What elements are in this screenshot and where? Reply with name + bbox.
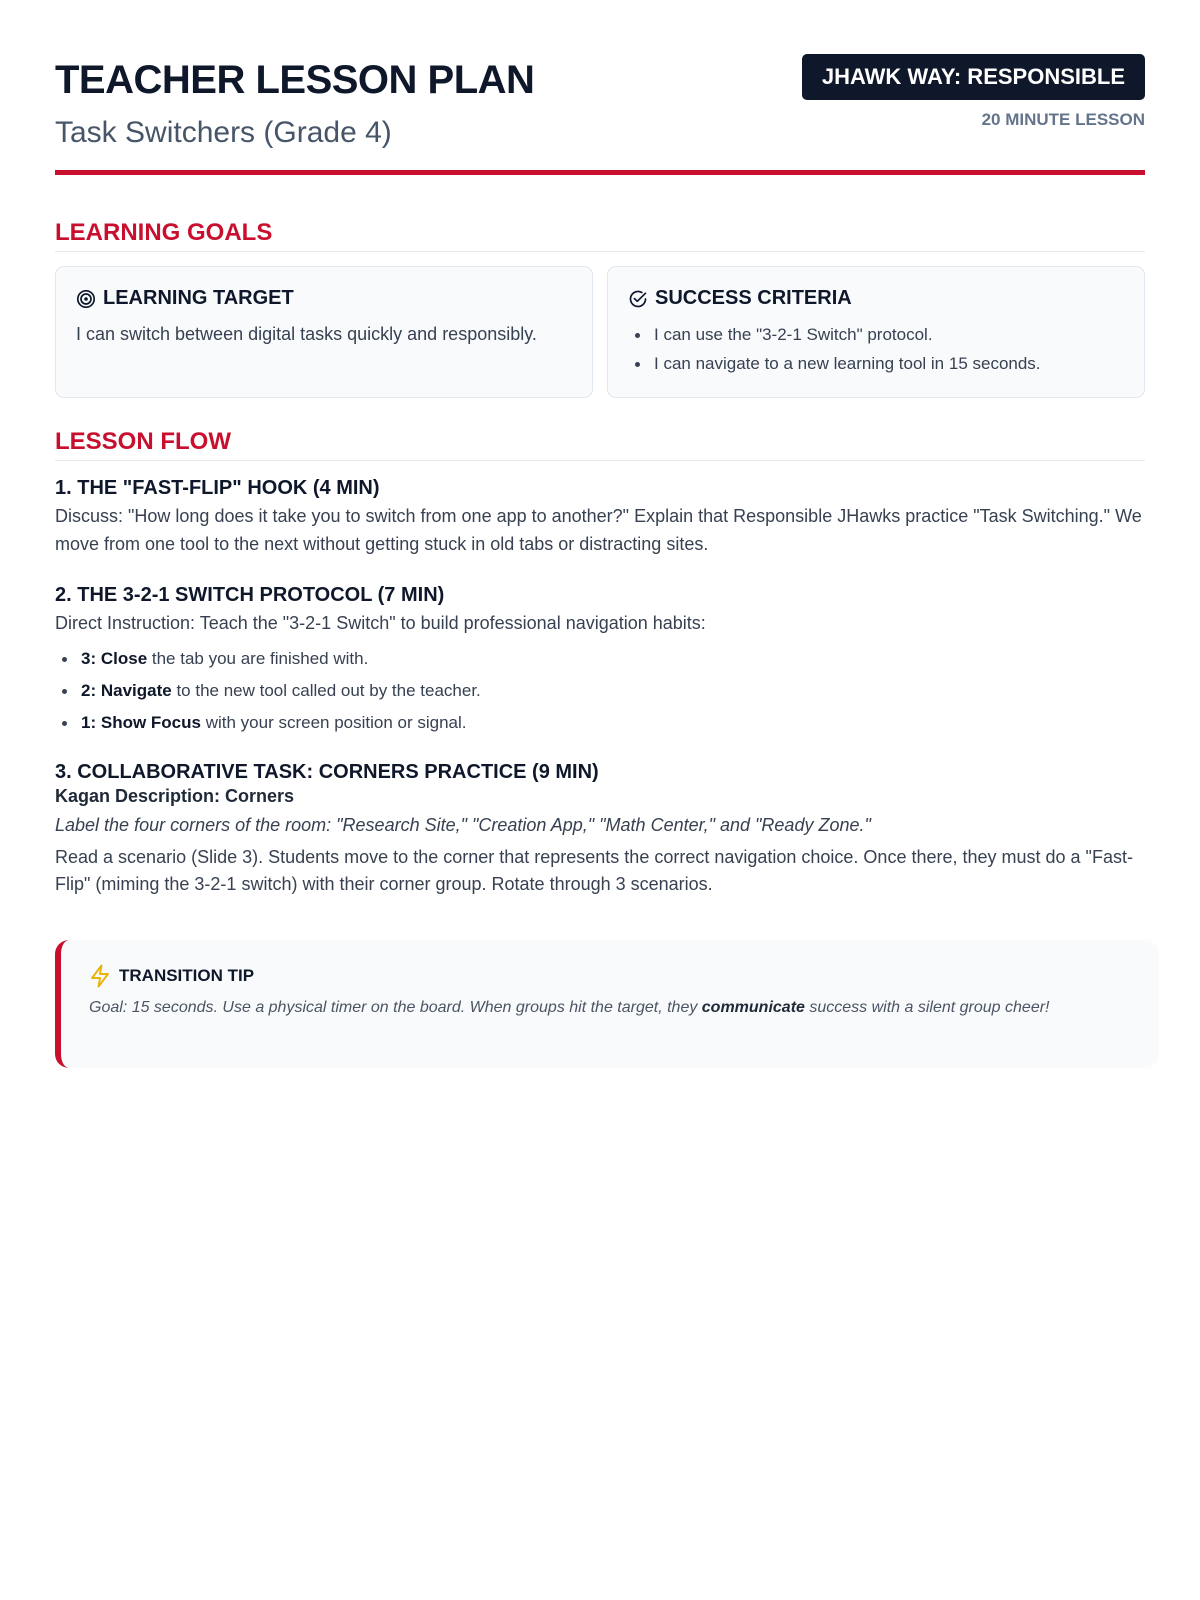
transition-tip-box (55, 940, 1159, 1068)
step-1-title: 1. THE "FAST-FLIP" HOOK (4 MIN) (55, 477, 380, 499)
lightning-icon (89, 964, 111, 988)
page-title: TEACHER LESSON PLAN (55, 58, 535, 102)
success-criteria-card (607, 266, 1145, 398)
transition-tip-title: TRANSITION TIP (119, 966, 255, 985)
goals-cards (55, 266, 1145, 398)
target-icon (76, 289, 96, 309)
transition-tip-text (89, 998, 1131, 1018)
transition-tip-title-row (89, 964, 1131, 988)
kagan-description: Kagan Description: Corners (55, 786, 295, 806)
learning-target-card (55, 266, 593, 398)
protocol-action: Show Focus (100, 713, 201, 732)
step-3-title: 3. COLLABORATIVE TASK: CORNERS PRACTICE (9 MIN) (55, 761, 599, 783)
step-2-title: 2. THE 3-2-1 SWITCH PROTOCOL (7 MIN) (55, 584, 445, 606)
jhawk-way-badge: JHAWK WAY: RESPONSIBLE (802, 54, 1145, 100)
success-criteria-list (628, 320, 1124, 378)
lesson-duration: 20 MINUTE LESSON (981, 110, 1145, 129)
protocol-number: 2: (81, 681, 97, 700)
learning-target-title: LEARNING TARGET (103, 287, 294, 309)
step-2-text: Direct Instruction: Teach the "3-2-1 Switch" to build professional navigation habits: (55, 613, 706, 633)
criteria-item: I can navigate to a new learning tool in 15 seconds. (632, 349, 1124, 378)
step-1-text: Discuss: "How long does it take you to switch from one app to another?" Explain that Responsible JHawks practice "Task Switching." We move from one tool to the next without getting stuck in old tabs or distracting sites. (55, 506, 1142, 554)
check-circle-icon (628, 289, 648, 309)
success-criteria-title: SUCCESS CRITERIA (655, 287, 852, 309)
protocol-item (55, 675, 1145, 707)
protocol-action: Navigate (100, 681, 172, 700)
protocol-number: 3: (81, 649, 97, 668)
corner-labels-text: Label the four corners of the room: "Research Site," "Creation App," "Math Center," and "Ready Zone." (55, 815, 871, 835)
learning-target-title-row (76, 287, 572, 310)
tip-text-end: success with a silent group cheer! (804, 999, 1050, 1016)
tip-text-bold: communicate (701, 999, 805, 1016)
learning-target-text: I can switch between digital tasks quickly and responsibly. (76, 324, 537, 344)
protocol-rest: to the new tool called out by the teacher. (171, 681, 481, 700)
protocol-item (55, 643, 1145, 675)
tip-text-start: Goal: 15 seconds. Use a physical timer on the board. When groups hit the target, they (89, 999, 702, 1016)
protocol-number: 1: (81, 713, 97, 732)
learning-goals-heading: LEARNING GOALS (55, 219, 1145, 252)
protocol-list (55, 643, 1145, 739)
lesson-flow-heading: LESSON FLOW (55, 428, 1145, 461)
success-criteria-title-row (628, 287, 1124, 310)
criteria-item: I can use the "3-2-1 Switch" protocol. (632, 320, 1124, 349)
protocol-rest: with your screen position or signal. (200, 713, 467, 732)
step-3-text: Read a scenario (Slide 3). Students move to the corner that represents the correct navigation choice. Once there, they must do a "Fast-Flip" (miming the 3-2-1 switch) with their corner group. Rotate through 3 scenarios. (55, 847, 1133, 894)
page-subtitle: Task Switchers (Grade 4) (55, 116, 392, 149)
protocol-rest: the tab you are finished with. (147, 649, 369, 668)
header (55, 54, 1145, 175)
protocol-action: Close (100, 649, 148, 668)
protocol-item (55, 707, 1145, 739)
